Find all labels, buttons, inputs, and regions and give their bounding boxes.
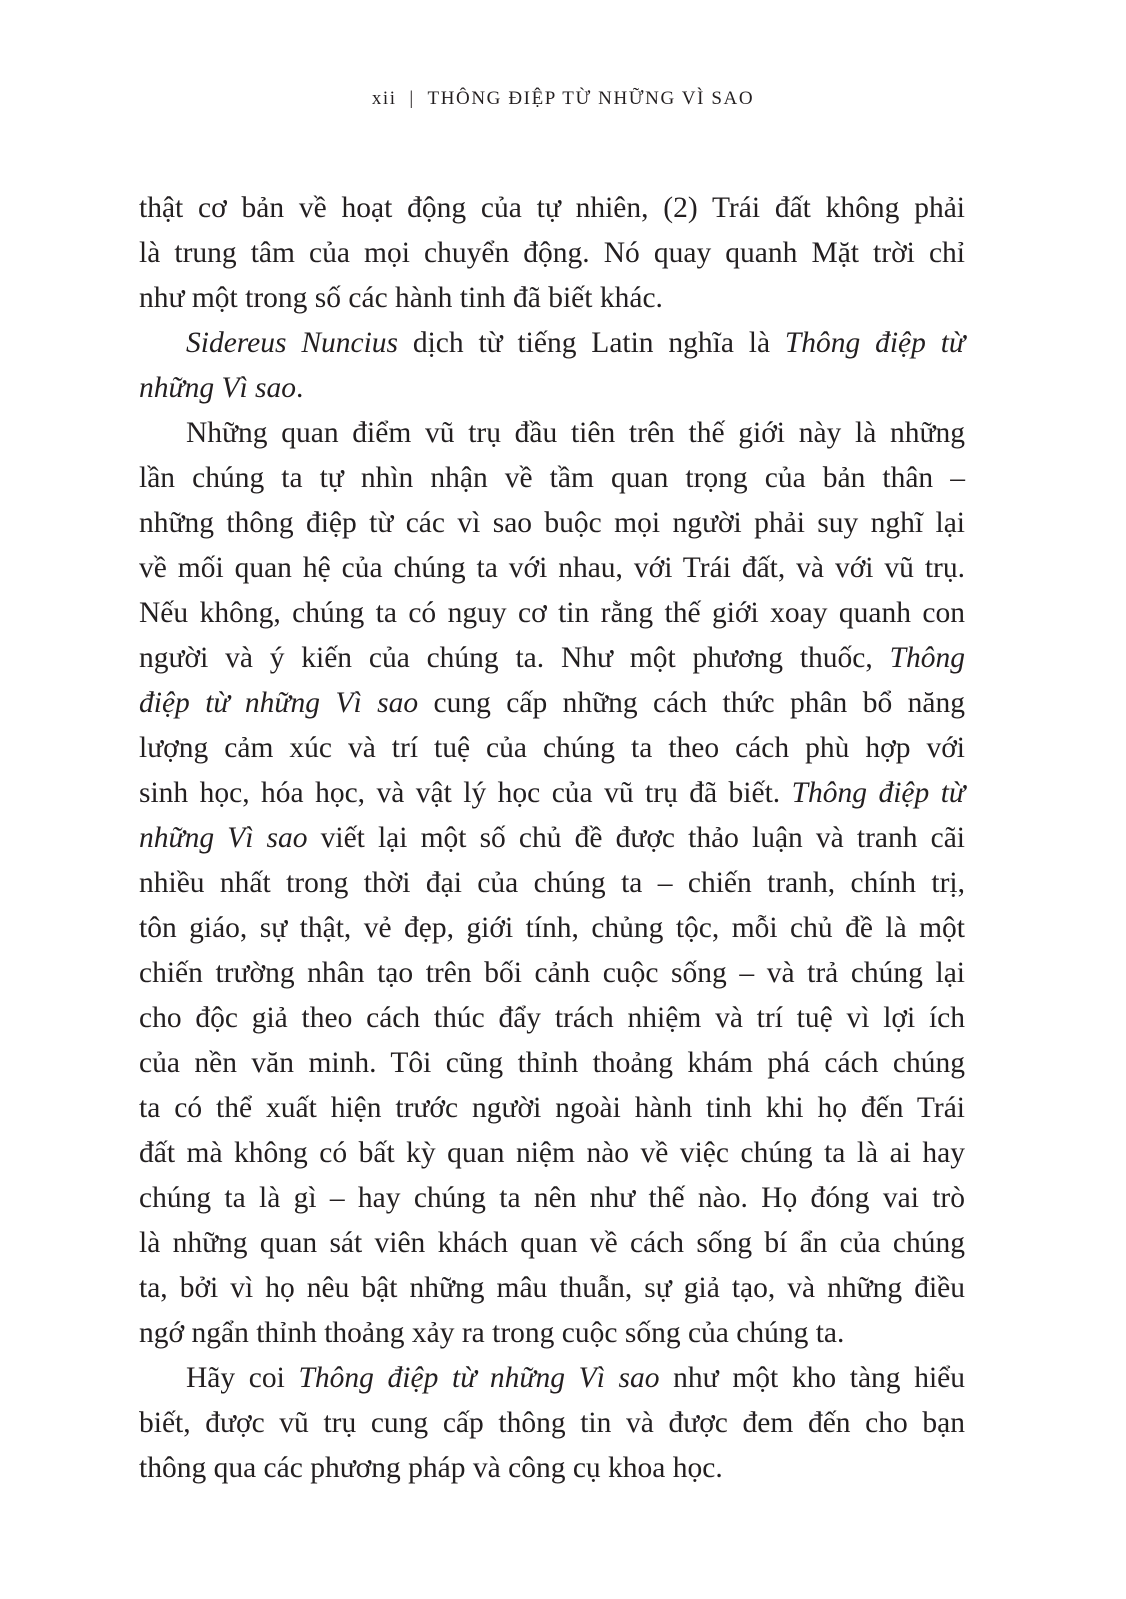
- text-line: [139, 726, 965, 771]
- text-span: Nếu không, chúng ta có nguy cơ tin rằng thế giới xoay quanh con: [139, 597, 965, 629]
- text-span: dịch từ tiếng Latin nghĩa là: [398, 327, 785, 359]
- text-span: Hãy coi: [186, 1362, 299, 1394]
- text-line: [139, 501, 965, 546]
- text-line: [139, 1176, 965, 1221]
- text-span: của nền văn minh. Tôi cũng thỉnh thoảng khám phá cách chúng: [139, 1047, 965, 1079]
- italic-text: Thông điệp từ: [784, 327, 966, 359]
- text-line: [139, 1356, 965, 1401]
- text-span: Những quan điểm vũ trụ đầu tiên trên thế giới này là những: [186, 417, 965, 449]
- text-line: [139, 1401, 965, 1446]
- text-line: [139, 771, 965, 816]
- text-span: .: [296, 372, 304, 404]
- text-line: [139, 1086, 965, 1131]
- page-number: xii: [371, 88, 397, 109]
- text-line: [139, 636, 965, 681]
- text-span: chúng ta là gì – hay chúng ta nên như thế nào. Họ đóng vai trò: [139, 1182, 965, 1214]
- text-span: như một kho tàng hiểu: [659, 1362, 965, 1394]
- text-span: lượng cảm xúc và trí tuệ của chúng ta theo cách phù hợp với: [139, 732, 965, 764]
- text-line: [139, 1446, 965, 1491]
- text-line: [139, 951, 965, 996]
- text-line: [139, 321, 965, 366]
- text-line: [139, 681, 965, 726]
- text-span: những thông điệp từ các vì sao buộc mọi người phải suy nghĩ lại: [139, 507, 965, 539]
- text-span: người và ý kiến của chúng ta. Như một phương thuốc,: [139, 642, 890, 674]
- text-span: ta, bởi vì họ nêu bật những mâu thuẫn, sự giả tạo, và những điều: [139, 1272, 965, 1304]
- text-line: [139, 411, 965, 456]
- text-span: nhiều nhất trong thời đại của chúng ta – chiến tranh, chính trị,: [139, 867, 965, 899]
- text-span: về mối quan hệ của chúng ta với nhau, với Trái đất, và với vũ trụ.: [139, 552, 965, 584]
- text-span: viết lại một số chủ đề được thảo luận và tranh cãi: [307, 822, 965, 854]
- text-span: đất mà không có bất kỳ quan niệm nào về việc chúng ta là ai hay: [139, 1137, 965, 1169]
- text-span: cung cấp những cách thức phân bổ năng: [418, 687, 965, 719]
- italic-text: điệp từ những Vì sao: [139, 687, 419, 719]
- text-span: tôn giáo, sự thật, vẻ đẹp, giới tính, chủng tộc, mỗi chủ đề là một: [139, 912, 965, 944]
- text-line: [139, 996, 965, 1041]
- text-line: [139, 906, 965, 951]
- text-line: [139, 1041, 965, 1086]
- text-line: [139, 231, 965, 276]
- text-line: [139, 816, 965, 861]
- text-span: lần chúng ta tự nhìn nhận về tầm quan trọng của bản thân –: [139, 462, 965, 494]
- text-line: [139, 1311, 965, 1356]
- italic-text: Thông điệp từ: [791, 777, 966, 809]
- italic-text: Thông: [889, 642, 965, 674]
- text-span: ngớ ngẩn thỉnh thoảng xảy ra trong cuộc sống của chúng ta.: [139, 1317, 845, 1349]
- text-line: [139, 861, 965, 906]
- text-span: chiến trường nhân tạo trên bối cảnh cuộc sống – và trả chúng lại: [139, 957, 965, 989]
- italic-text: Thông điệp từ những Vì sao: [298, 1362, 660, 1394]
- text-span: sinh học, hóa học, và vật lý học của vũ trụ đã biết.: [139, 777, 792, 809]
- italic-text: những Vì sao: [139, 822, 308, 854]
- text-span: biết, được vũ trụ cung cấp thông tin và được đem đến cho bạn: [139, 1407, 965, 1439]
- text-span: là những quan sát viên khách quan về cách sống bí ẩn của chúng: [139, 1227, 965, 1259]
- text-span: là trung tâm của mọi chuyển động. Nó quay quanh Mặt trời chỉ: [139, 237, 965, 269]
- text-span: thật cơ bản về hoạt động của tự nhiên, (2) Trái đất không phải: [139, 192, 965, 224]
- text-line: [139, 276, 965, 321]
- text-span: ta có thể xuất hiện trước người ngoài hành tinh khi họ đến Trái: [139, 1092, 965, 1124]
- text-span: cho độc giả theo cách thúc đẩy trách nhiệm và trí tuệ vì lợi ích: [139, 1002, 965, 1034]
- text-line: [139, 186, 965, 231]
- text-span: như một trong số các hành tinh đã biết khác.: [139, 282, 663, 314]
- italic-text: Sidereus Nuncius: [186, 327, 399, 359]
- text-span: thông qua các phương pháp và công cụ khoa học.: [139, 1452, 723, 1484]
- book-title: THÔNG ĐIỆP TỪ NHỮNG VÌ SAO: [427, 88, 755, 109]
- italic-text: những Vì sao: [139, 372, 297, 404]
- text-line: [139, 591, 965, 636]
- text-line: [139, 456, 965, 501]
- text-line: [139, 366, 965, 411]
- running-header: [0, 88, 1126, 110]
- body-text: [139, 186, 965, 1491]
- text-line: [139, 1266, 965, 1311]
- text-line: [139, 1131, 965, 1176]
- text-line: [139, 1221, 965, 1266]
- header-separator: |: [409, 88, 415, 109]
- text-line: [139, 546, 965, 591]
